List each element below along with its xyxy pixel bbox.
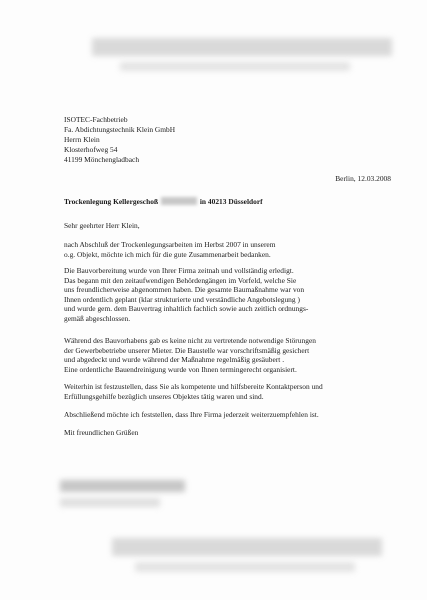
text-line: Das begann mit den zeitaufwendigen Behördengängen im Vorfeld, welche Sie bbox=[64, 275, 297, 285]
text-line: und wurde gem. dem Bauvertrag inhaltlich fachlich sowie auch zeitlich ordnungs- bbox=[64, 304, 309, 314]
subject-text: Trockenlegung Kellergeschoß bbox=[64, 197, 159, 206]
text-line: Während des Bauvorhabens gab es keine nicht zu vertretende notwendige Störungen bbox=[64, 336, 316, 345]
text-line: der Gewerbebetriebe unserer Mieter. Die Baustelle war vorschriftsmäßig gesichert bbox=[64, 345, 310, 355]
closing: Mit freundlichen Grüßen bbox=[64, 428, 139, 437]
recipient-line: Herrn Klein bbox=[64, 134, 100, 144]
text-line: Eine ordentliche Bauendreinigung wurde von Ihnen termingerecht organisiert. bbox=[64, 364, 297, 374]
recipient-city: 41199 Mönchengladbach bbox=[64, 155, 140, 164]
paragraph-contact bbox=[64, 382, 323, 401]
recipient-address bbox=[64, 115, 175, 155]
paragraph-preparation bbox=[64, 266, 308, 324]
redacted-signature bbox=[60, 480, 185, 492]
redacted-address bbox=[161, 197, 197, 205]
redacted-header-sub bbox=[120, 62, 350, 71]
redacted-signature-name bbox=[60, 498, 160, 507]
recipient-line: Fa. Abdichtungstechnik Klein GmbH bbox=[64, 124, 176, 134]
redacted-footer-sub bbox=[135, 562, 355, 572]
redacted-footer bbox=[112, 538, 382, 556]
text-line: Erfüllungsgehilfe bezüglich unseres Objektes tätig waren und sind. bbox=[64, 391, 264, 401]
paragraph-thanks bbox=[64, 240, 276, 259]
subject-line bbox=[64, 197, 263, 207]
text-line: nach Abschluß der Trockenlegungsarbeiten im Herbst 2007 in unserem bbox=[64, 240, 276, 249]
paragraph-recommendation bbox=[64, 410, 319, 420]
letter-date: Berlin, 12.03.2008 bbox=[335, 174, 391, 183]
paragraph-construction bbox=[64, 336, 316, 374]
text-line: Ihnen ordentlich geplant (klar strukturierte und verständliche Angebotslegung ) bbox=[64, 294, 300, 304]
text-line: o.g. Objekt, möchte ich mich für die gute Zusammenarbeit bedanken. bbox=[64, 249, 271, 259]
text-line: Die Bauvorbereitung wurde von Ihrer Firma zeitnah und vollständig erledigt. bbox=[64, 266, 294, 275]
redacted-header bbox=[92, 38, 392, 56]
text-line: Abschließend möchte ich feststellen, dass Ihre Firma jederzeit weiterzuempfehlen ist. bbox=[64, 410, 319, 419]
text-line: und abgedeckt und wurde während der Maßnahme regelmäßig gesäubert . bbox=[64, 355, 285, 365]
salutation: Sehr geehrter Herr Klein, bbox=[64, 221, 140, 230]
text-line: gemäß abgeschlossen. bbox=[64, 313, 131, 323]
subject-text: in 40213 Düsseldorf bbox=[199, 197, 263, 206]
recipient-line: ISOTEC-Fachbetrieb bbox=[64, 115, 128, 124]
text-line: Weiterhin ist festzustellen, dass Sie als kompetente und hilfsbereite Kontaktperson und bbox=[64, 382, 323, 391]
text-line: uns freundlicherweise abgenommen haben. Die gesamte Baumaßnahme war von bbox=[64, 285, 305, 295]
recipient-line: Klosterhofweg 54 bbox=[64, 144, 118, 154]
